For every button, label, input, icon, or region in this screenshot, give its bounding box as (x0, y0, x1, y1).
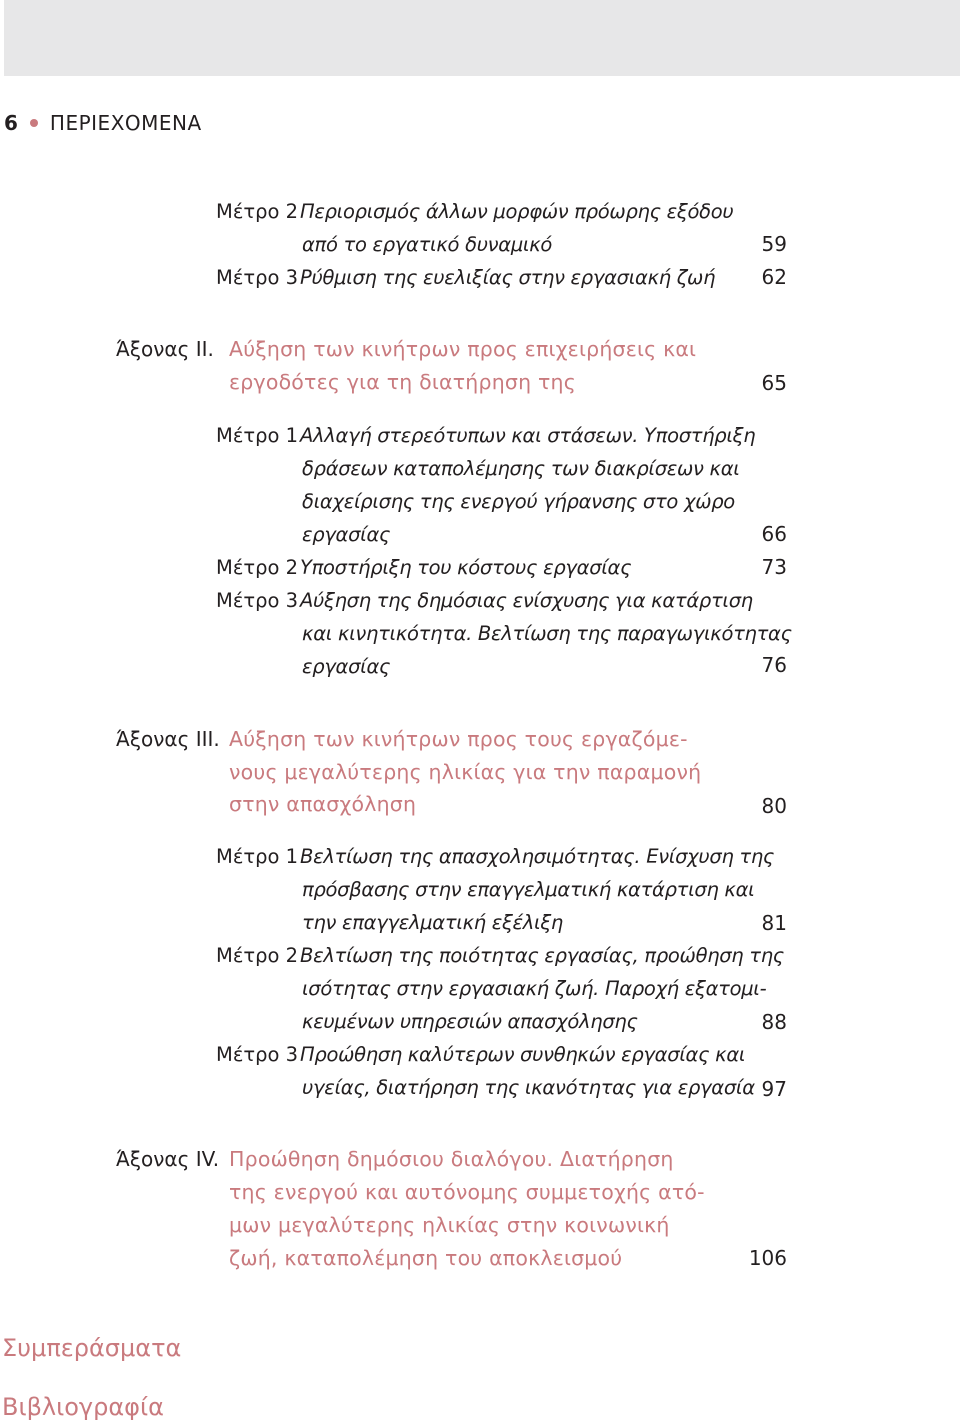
entry-text: πρόσβασης στην επαγγελματική κατάρτιση και (302, 878, 755, 901)
bullet-dot-icon (30, 119, 38, 127)
entry-text: Βελτίωση της απασχολησιμότητας. Ενίσχυση της (300, 845, 775, 868)
entry-text: κευμένων υπηρεσιών απασχόλησης (302, 1010, 638, 1033)
conclusions-link[interactable]: Συμπεράσματα (2, 1334, 182, 1362)
entry-text: Ρύθμιση της ευελιξίας στην εργασιακή ζωή (300, 266, 716, 289)
axis-title[interactable]: Αύξηση των κινήτρων προς τους εργαζόμε- (229, 727, 688, 751)
page-ref[interactable]: 76 (761, 653, 787, 677)
measure-label: Μέτρο 1 (216, 845, 299, 868)
page-ref[interactable]: 97 (761, 1077, 787, 1101)
toc-entry-continued (302, 228, 552, 261)
page-ref[interactable]: 80 (761, 794, 787, 818)
entry-text: από το εργατικό δυναμικό (302, 233, 553, 256)
axis-title-continued: εργοδότες για τη διατήρηση της (229, 370, 576, 394)
measure-label: Μέτρο 2 (216, 944, 299, 967)
axis-title-continued: της ενεργού και αυτόνομης συμμετοχής ατό- (229, 1180, 705, 1204)
entry-text: Αλλαγή στερεότυπων και στάσεων. Υποστήριξη (300, 424, 756, 447)
page-ref[interactable]: 106 (748, 1246, 787, 1270)
entry-text: Προώθηση καλύτερων συνθηκών εργασίας και (300, 1043, 746, 1066)
entry-text: την επαγγελματική εξέλιξη (302, 911, 563, 934)
entry-text: και κινητικότητα. Βελτίωση της παραγωγικότητας (302, 622, 792, 645)
page-title: ΠΕΡΙΕΧΟΜΕΝΑ (49, 111, 202, 135)
entry-text: εργασίας (302, 523, 391, 546)
axis-title-continued: ζωή, καταπολέμηση του αποκλεισμού (229, 1246, 623, 1270)
page-header (4, 108, 202, 138)
axis-title-continued: μων μεγαλύτερης ηλικίας στην κοινωνική (229, 1213, 670, 1237)
entry-text: δράσεων καταπολέμησης των διακρίσεων και (302, 457, 740, 480)
measure-label: Μέτρο 2 (216, 200, 299, 223)
axis-title[interactable]: Αύξηση των κινήτρων προς επιχειρήσεις και (229, 337, 697, 361)
entry-text: Αύξηση της δημόσιας ενίσχυσης για κατάρτιση (300, 589, 753, 612)
entry-text: Περιορισμός άλλων μορφών πρόωρης εξόδου (300, 200, 734, 223)
axis-label: Άξονας ΙV. (116, 1147, 220, 1171)
axis-label: Άξονας ΙΙΙ. (116, 727, 220, 751)
page-ref[interactable]: 81 (761, 911, 787, 935)
page-ref[interactable]: 88 (761, 1010, 787, 1034)
measure-label: Μέτρο 3 (216, 1043, 299, 1066)
entry-text: ισότητας στην εργασιακή ζωή. Παροχή εξατομι- (302, 977, 767, 1000)
bibliography-link[interactable]: Βιβλιογραφία (2, 1393, 164, 1421)
page-ref[interactable]: 73 (761, 555, 787, 579)
page-number: 6 (4, 111, 18, 135)
axis-title-continued: στην απασχόληση (229, 792, 417, 816)
measure-label: Μέτρο 3 (216, 266, 299, 289)
axis-title-continued: νους μεγαλύτερης ηλικίας για την παραμονή (229, 760, 702, 784)
entry-text: εργασίας (302, 655, 391, 678)
top-gray-band (4, 0, 960, 76)
axis-title[interactable]: Προώθηση δημόσιου διαλόγου. Διατήρηση (229, 1147, 674, 1171)
measure-label: Μέτρο 2 (216, 556, 299, 579)
measure-label: Μέτρο 1 (216, 424, 299, 447)
page-ref[interactable]: 62 (761, 265, 787, 289)
entry-text: Βελτίωση της ποιότητας εργασίας, προώθηση της (300, 944, 784, 967)
page-ref[interactable]: 65 (761, 371, 787, 395)
measure-label: Μέτρο 3 (216, 589, 299, 612)
entry-text: Υποστήριξη του κόστους εργασίας (300, 556, 632, 579)
page-ref[interactable]: 59 (761, 232, 787, 256)
entry-text: υγείας, διατήρηση της ικανότητας για εργασία (302, 1076, 755, 1099)
page-ref[interactable]: 66 (761, 522, 787, 546)
entry-text: διαχείρισης της ενεργού γήρανσης στο χώρο (302, 490, 735, 513)
axis-label: Άξονας ΙΙ. (116, 337, 214, 361)
